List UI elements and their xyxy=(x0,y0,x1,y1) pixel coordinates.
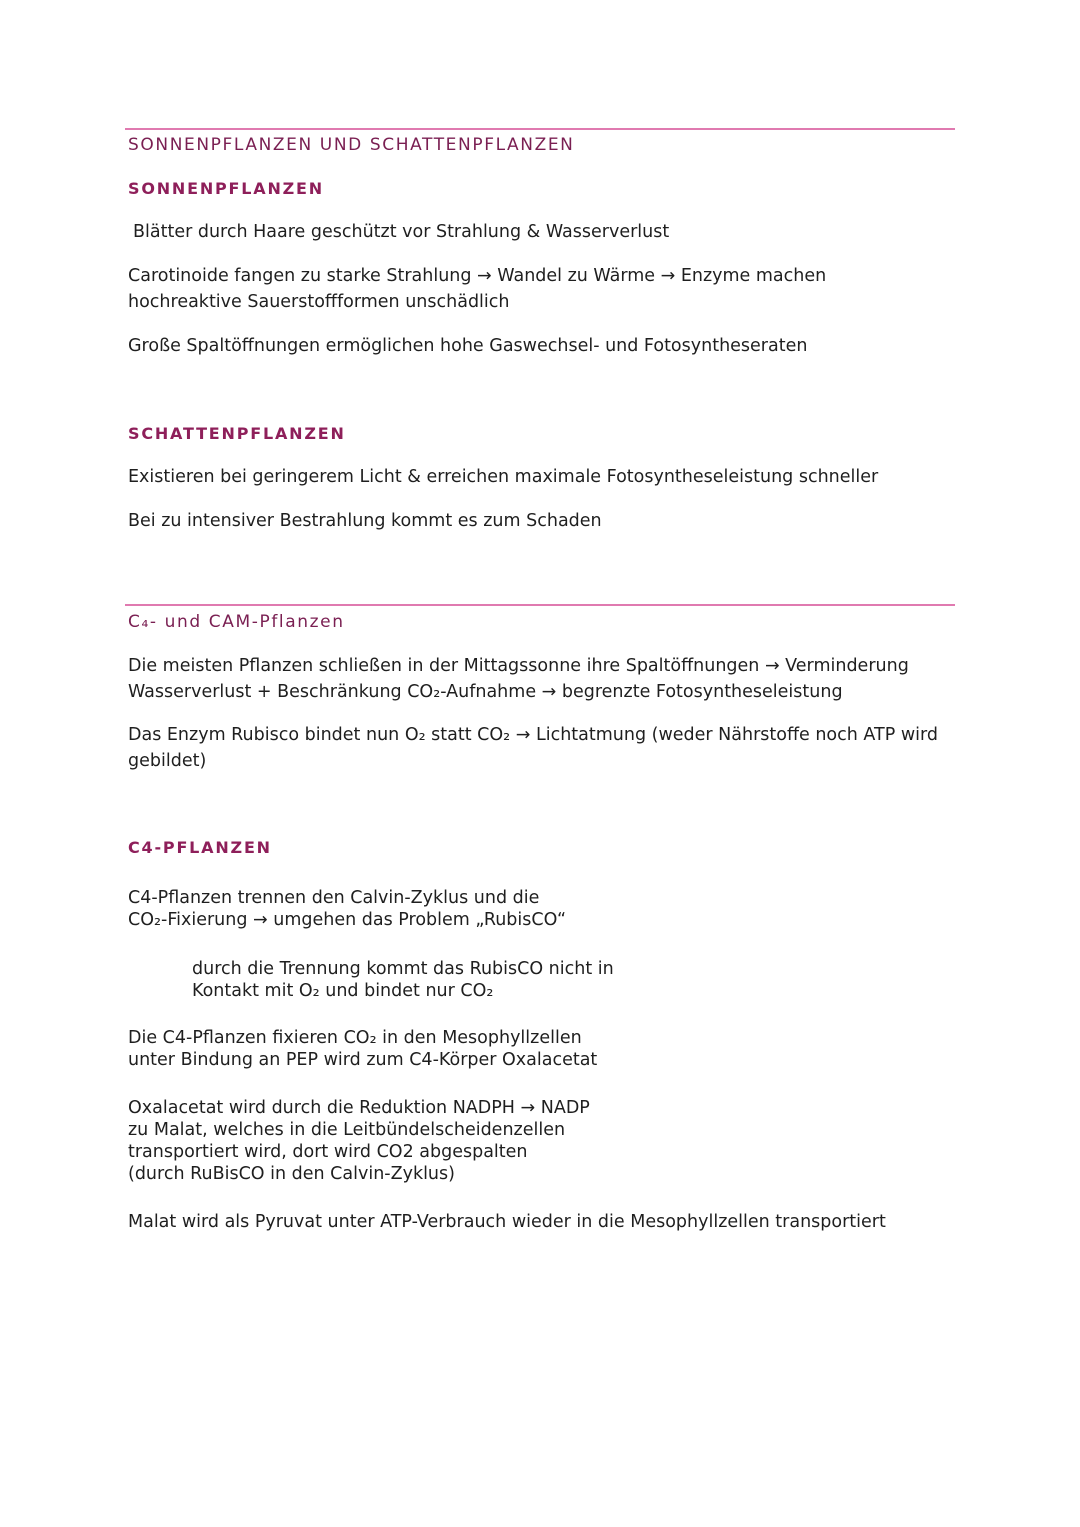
text-line: Wasserverlust + Beschränkung CO₂-Aufnahme → begrenzte Fotosyntheseleistung xyxy=(128,682,843,702)
text-line: unter Bindung an PEP wird zum C4-Körper Oxalacetat xyxy=(128,1050,598,1070)
paragraph-schatten-licht: Existieren bei geringerem Licht & erreichen maximale Fotosyntheseleistung schneller xyxy=(128,467,879,487)
paragraph-c4-malat: Malat wird als Pyruvat unter ATP-Verbrauch wieder in die Mesophyllzellen transportiert xyxy=(128,1212,886,1232)
section-title-sun-shade: SONNENPFLANZEN UND SCHATTENPFLANZEN xyxy=(128,135,575,155)
paragraph-sonnen-haare: Blätter durch Haare geschützt vor Strahlung & Wasserverlust xyxy=(133,222,670,242)
text-line: Carotinoide fangen zu starke Strahlung → Wandel zu Wärme → Enzyme machen xyxy=(128,266,827,286)
text-line: C4-Pflanzen trennen den Calvin-Zyklus und die xyxy=(128,888,540,908)
text-line: Die meisten Pflanzen schließen in der Mittagssonne ihre Spaltöffnungen → Verminderung xyxy=(128,656,909,676)
heading-sonnenpflanzen: SONNENPFLANZEN xyxy=(128,179,324,198)
text-line: hochreaktive Sauerstoffformen unschädlich xyxy=(128,292,510,312)
text-line: (durch RuBisCO in den Calvin-Zyklus) xyxy=(128,1164,455,1184)
text-line: Die C4-Pflanzen fixieren CO₂ in den Mesophyllzellen xyxy=(128,1028,582,1048)
text-line: transportiert wird, dort wird CO2 abgespalten xyxy=(128,1142,528,1162)
section-divider-2 xyxy=(125,604,955,606)
section-divider-1 xyxy=(125,128,955,130)
text-line: gebildet) xyxy=(128,751,207,771)
text-line: Das Enzym Rubisco bindet nun O₂ statt CO₂ → Lichtatmung (weder Nährstoffe noch ATP wird xyxy=(128,725,939,745)
text-line: Kontakt mit O₂ und bindet nur CO₂ xyxy=(192,981,494,1001)
text-line: durch die Trennung kommt das RubisCO nicht in xyxy=(192,959,614,979)
heading-c4-pflanzen: C4-PFLANZEN xyxy=(128,838,272,857)
text-line: Oxalacetat wird durch die Reduktion NADPH → NADP xyxy=(128,1098,590,1118)
paragraph-sonnen-spaltoeffnungen: Große Spaltöffnungen ermöglichen hohe Gaswechsel- und Fotosyntheseraten xyxy=(128,336,808,356)
section-title-c4-cam: C₄- und CAM-Pflanzen xyxy=(128,612,345,632)
text-line: zu Malat, welches in die Leitbündelscheidenzellen xyxy=(128,1120,566,1140)
heading-schattenpflanzen: SCHATTENPFLANZEN xyxy=(128,424,346,443)
text-line: CO₂-Fixierung → umgehen das Problem „RubisCO“ xyxy=(128,910,567,930)
paragraph-schatten-schaden: Bei zu intensiver Bestrahlung kommt es zum Schaden xyxy=(128,511,602,531)
